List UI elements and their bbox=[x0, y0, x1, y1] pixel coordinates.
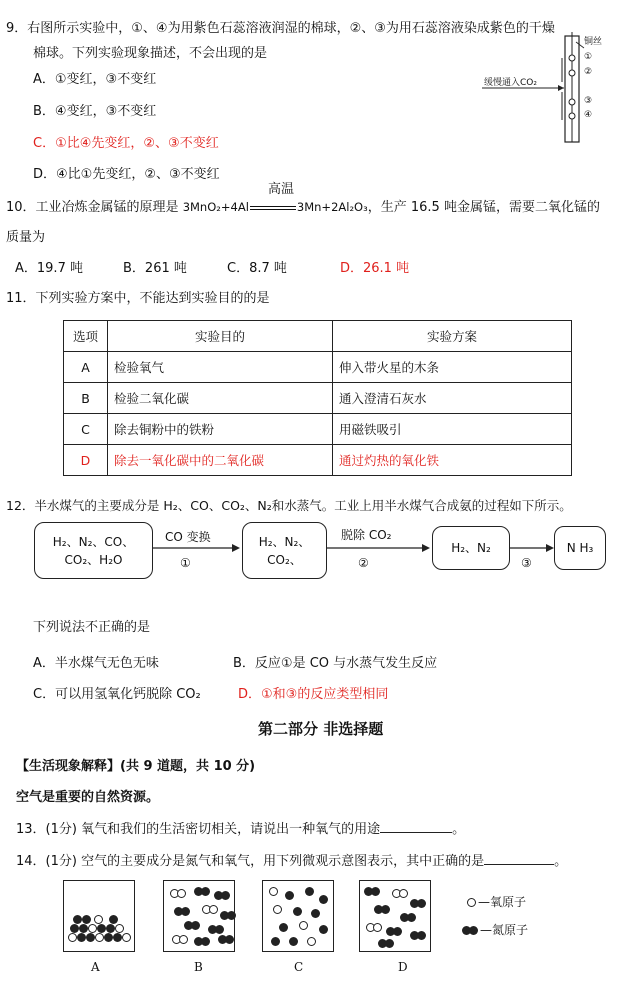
equation-arrow bbox=[250, 206, 296, 210]
molecule-atom bbox=[319, 925, 328, 934]
beaker-a bbox=[63, 880, 135, 952]
box4-text: N H₃ bbox=[566, 541, 594, 555]
molecule-atom bbox=[106, 924, 115, 933]
row-method: 伸入带火星的木条 bbox=[333, 352, 572, 383]
q12-option-b: B．反应①是 CO 与水蒸气发生反应 bbox=[233, 656, 438, 671]
q10-stem-line1 bbox=[6, 196, 600, 215]
molecule-atom bbox=[271, 937, 280, 946]
part2-section-heading: 【生活现象解释】(共 9 道题，共 10 分) bbox=[16, 759, 256, 774]
row-purpose: 检验氧气 bbox=[108, 352, 333, 383]
row-method: 通过灼热的氧化铁 bbox=[333, 445, 572, 476]
ball-label-1: ① bbox=[584, 52, 593, 62]
q14-line bbox=[16, 850, 567, 869]
q9-option-a: A．①变红，③不变红 bbox=[33, 72, 157, 87]
q10-stem-post: ，生产 16.5 吨金属锰，需要二氧化锰的 bbox=[367, 200, 600, 215]
molecule-atom bbox=[113, 933, 122, 942]
wire-label: 铜丝 bbox=[584, 37, 603, 47]
q13-text: 13．(1分) 氧气和我们的生活密切相关，请说出一种氧气的用途 bbox=[16, 822, 381, 837]
molecule-atom bbox=[399, 889, 408, 898]
step1-label: CO 变换 bbox=[165, 530, 211, 544]
q11-stem: 11．下列实验方案中，不能达到实验目的的是 bbox=[6, 291, 270, 306]
table-row-answer bbox=[64, 445, 572, 476]
molecule-atom bbox=[94, 915, 103, 924]
beaker-label-a: A bbox=[91, 960, 100, 974]
molecule-atom bbox=[215, 925, 224, 934]
molecule-atom bbox=[86, 933, 95, 942]
q13-line bbox=[16, 818, 465, 837]
beaker-c bbox=[262, 880, 334, 952]
q9-option-c: C．①比④先变红，②、③不变红 bbox=[33, 136, 219, 151]
molecule-atom bbox=[104, 933, 113, 942]
ball-label-4: ④ bbox=[584, 110, 593, 120]
table-header-row bbox=[64, 321, 572, 352]
nitrogen-legend-label: —氮原子 bbox=[480, 923, 529, 937]
row-method: 用磁铁吸引 bbox=[333, 414, 572, 445]
molecule-atom bbox=[209, 905, 218, 914]
beaker-label-d: D bbox=[398, 960, 408, 974]
molecule-atom bbox=[307, 937, 316, 946]
q10-reactants: 3MnO₂+4Al bbox=[182, 200, 249, 214]
box1-line2: CO₂、H₂O bbox=[64, 552, 123, 567]
molecule-atom bbox=[122, 933, 131, 942]
q12-option-d: D．①和③的反应类型相同 bbox=[238, 687, 389, 702]
box2-line2: CO₂、 bbox=[267, 552, 302, 567]
oxygen-legend-icon bbox=[467, 898, 476, 907]
molecule-atom bbox=[201, 887, 210, 896]
flow-box-4 bbox=[554, 526, 606, 570]
molecule-atom bbox=[407, 913, 416, 922]
flow-arrow-1 bbox=[152, 543, 242, 553]
q9-option-b: B．④变红，③不变红 bbox=[33, 104, 157, 119]
table-row bbox=[64, 352, 572, 383]
inlet-label: 缓慢通入CO₂ bbox=[484, 78, 537, 88]
q10-option-b: B．261 吨 bbox=[123, 261, 187, 276]
q14-text: 14．(1分) 空气的主要成分是氮气和氧气，用下列微观示意图表示，其中正确的是 bbox=[16, 854, 485, 869]
row-purpose: 检验二氧化碳 bbox=[108, 383, 333, 414]
molecule-atom bbox=[181, 907, 190, 916]
q12-stem: 12．半水煤气的主要成分是 H₂、CO、CO₂、N₂和水蒸气。工业上用半水煤气合成氨的过程如下所示。 bbox=[6, 498, 572, 513]
beaker-label-b: B bbox=[194, 960, 203, 974]
flow-box-1 bbox=[34, 522, 153, 579]
beaker-label-c: C bbox=[294, 960, 304, 974]
flow-arrow-2 bbox=[327, 543, 432, 553]
row-option: C bbox=[64, 414, 108, 445]
q9-stem-line1: 9．右图所示实验中，①、④为用紫色石蕊溶液润湿的棉球，②、③为用石蕊溶液染成紫色的干燥 bbox=[6, 21, 555, 36]
header-purpose: 实验目的 bbox=[108, 321, 333, 352]
molecule-atom bbox=[319, 895, 328, 904]
molecule-atom bbox=[381, 905, 390, 914]
molecule-atom bbox=[227, 911, 236, 920]
q10-stem-pre: 10．工业冶炼金属锰的原理是 bbox=[6, 200, 183, 215]
q12-question: 下列说法不正确的是 bbox=[33, 620, 151, 635]
row-method: 通入澄清石灰水 bbox=[333, 383, 572, 414]
molecule-atom bbox=[299, 921, 308, 930]
molecule-atom bbox=[279, 923, 288, 932]
q10-stem-line2: 质量为 bbox=[6, 230, 46, 245]
row-purpose: 除去铜粉中的铁粉 bbox=[108, 414, 333, 445]
beaker-d bbox=[359, 880, 431, 952]
q10-option-d: D．26.1 吨 bbox=[340, 261, 410, 276]
flow-box-2 bbox=[242, 522, 327, 579]
molecule-atom bbox=[285, 891, 294, 900]
oxygen-legend-label: —氧原子 bbox=[478, 895, 527, 909]
molecule-atom bbox=[68, 933, 77, 942]
nitrogen-legend-icon bbox=[469, 926, 478, 935]
q9-stem-line2: 棉球。下列实验现象描述，不会出现的是 bbox=[33, 46, 268, 61]
molecule-atom bbox=[77, 933, 86, 942]
molecule-atom bbox=[289, 937, 298, 946]
molecule-atom bbox=[70, 924, 79, 933]
q13-answer-blank[interactable] bbox=[380, 832, 452, 833]
row-option: B bbox=[64, 383, 108, 414]
row-purpose: 除去一氧化碳中的二氧化碳 bbox=[108, 445, 333, 476]
molecule-atom bbox=[95, 933, 104, 942]
q12-option-c: C．可以用氢氧化钙脱除 CO₂ bbox=[33, 687, 201, 702]
q11-table bbox=[63, 320, 572, 476]
molecule-atom bbox=[373, 923, 382, 932]
step3-num: ③ bbox=[521, 556, 532, 570]
molecule-atom bbox=[191, 921, 200, 930]
molecule-atom bbox=[115, 924, 124, 933]
beaker-b bbox=[163, 880, 235, 952]
box1-line1: H₂、N₂、CO、 bbox=[52, 534, 135, 549]
molecule-atom bbox=[179, 935, 188, 944]
molecule-atom bbox=[73, 915, 82, 924]
q10-condition: 高温 bbox=[268, 182, 295, 197]
molecule-atom bbox=[417, 899, 426, 908]
flow-box-3 bbox=[432, 526, 510, 570]
molecule-atom bbox=[201, 937, 210, 946]
q14-end: 。 bbox=[554, 854, 568, 869]
q9-option-d: D．④比①先变红，②、③不变红 bbox=[33, 167, 220, 182]
part2-title: 第二部分 非选择题 bbox=[258, 720, 384, 738]
step1-num: ① bbox=[180, 556, 191, 570]
q10-option-a: A．19.7 吨 bbox=[15, 261, 83, 276]
box3-text: H₂、N₂ bbox=[451, 541, 491, 555]
table-row bbox=[64, 414, 572, 445]
molecule-atom bbox=[79, 924, 88, 933]
step2-label: 脱除 CO₂ bbox=[341, 528, 392, 542]
molecule-atom bbox=[293, 907, 302, 916]
q13-end: 。 bbox=[452, 822, 466, 837]
q10-products: 3Mn+2Al₂O₃ bbox=[296, 200, 368, 214]
box2-line1: H₂、N₂、 bbox=[258, 534, 311, 549]
molecule-atom bbox=[97, 924, 106, 933]
molecule-atom bbox=[273, 905, 282, 914]
molecule-atom bbox=[371, 887, 380, 896]
molecule-atom bbox=[385, 939, 394, 948]
molecule-atom bbox=[305, 887, 314, 896]
molecule-atom bbox=[221, 891, 230, 900]
q9-apparatus-figure bbox=[480, 30, 610, 145]
q14-answer-blank[interactable] bbox=[484, 864, 554, 865]
table-row bbox=[64, 383, 572, 414]
ball-label-3: ③ bbox=[584, 96, 593, 106]
molecule-atom bbox=[109, 915, 118, 924]
step2-num: ② bbox=[358, 556, 369, 570]
molecule-atom bbox=[269, 887, 278, 896]
molecule-atom bbox=[88, 924, 97, 933]
molecule-atom bbox=[393, 927, 402, 936]
q12-option-a: A．半水煤气无色无味 bbox=[33, 656, 159, 671]
q10-option-c: C．8.7 吨 bbox=[227, 261, 287, 276]
row-option: A bbox=[64, 352, 108, 383]
molecule-atom bbox=[225, 935, 234, 944]
row-option: D bbox=[64, 445, 108, 476]
molecule-atom bbox=[177, 889, 186, 898]
header-method: 实验方案 bbox=[333, 321, 572, 352]
flow-arrow-3 bbox=[510, 543, 556, 553]
molecule-atom bbox=[82, 915, 91, 924]
ball-label-2: ② bbox=[584, 67, 593, 77]
molecule-atom bbox=[311, 909, 320, 918]
header-option: 选项 bbox=[64, 321, 108, 352]
part2-intro: 空气是重要的自然资源。 bbox=[16, 790, 160, 805]
molecule-atom bbox=[417, 931, 426, 940]
